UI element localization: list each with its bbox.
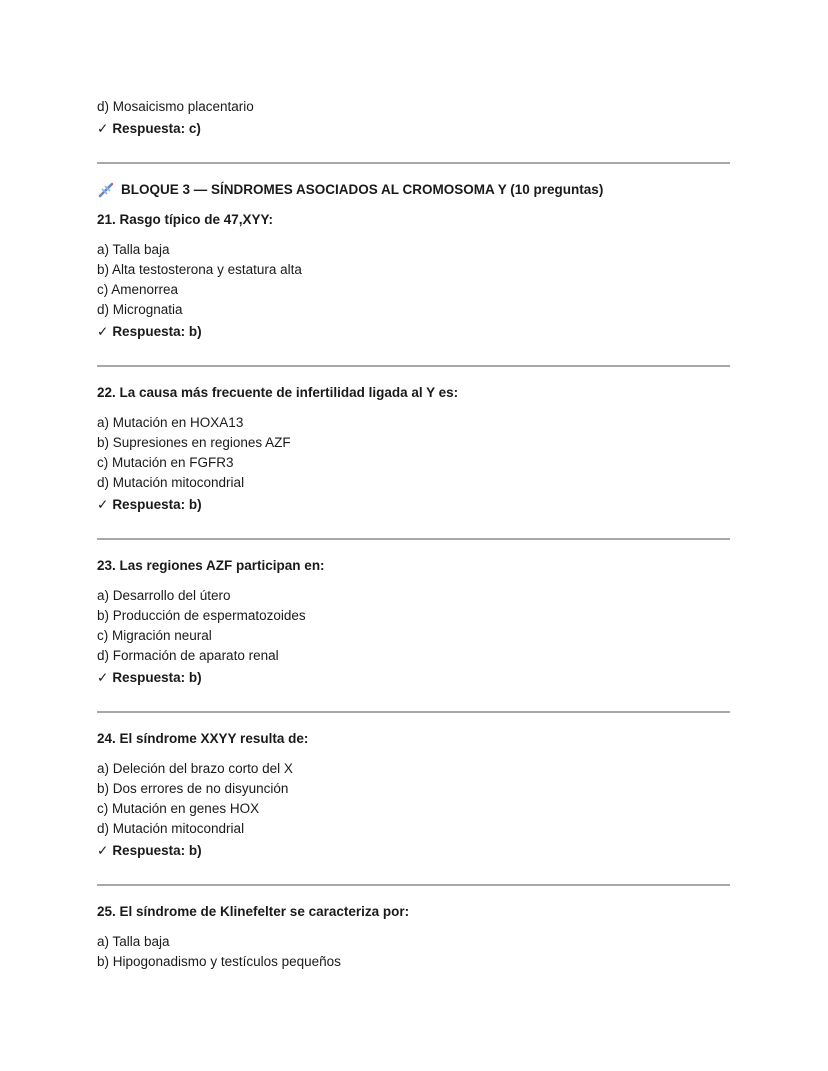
option-item: d) Micrognatia xyxy=(97,302,183,317)
answer-line xyxy=(97,495,730,515)
option-item: d) Mutación mitocondrial xyxy=(97,821,245,836)
bloque-heading xyxy=(97,180,730,200)
question-block xyxy=(97,729,730,861)
answer-text: Respuesta: b) xyxy=(112,324,202,339)
check-icon: ✓ xyxy=(97,324,109,339)
bloque-title: BLOQUE 3 — SÍNDROMES ASOCIADOS AL CROMOSOMA Y (10 preguntas) xyxy=(121,182,604,197)
divider xyxy=(97,162,730,164)
question-title: 25. El síndrome de Klinefelter se caracteriza por: xyxy=(97,904,410,919)
answer-line xyxy=(97,668,730,688)
question-title: 22. La causa más frecuente de infertilidad ligada al Y es: xyxy=(97,385,459,400)
option-item: a) Talla baja xyxy=(97,934,170,949)
divider xyxy=(97,365,730,367)
option-item: c) Migración neural xyxy=(97,628,212,643)
option-item: d) Formación de aparato renal xyxy=(97,648,279,663)
answer-text: Respuesta: b) xyxy=(112,843,202,858)
option-item: b) Dos errores de no disyunción xyxy=(97,781,289,796)
question-block xyxy=(97,902,730,972)
question-title: 21. Rasgo típico de 47,XYY: xyxy=(97,212,274,227)
answer-text: Respuesta: c) xyxy=(112,121,201,136)
check-icon: ✓ xyxy=(97,843,109,858)
question-block xyxy=(97,383,730,515)
answer-text: Respuesta: b) xyxy=(112,670,202,685)
question-block xyxy=(97,556,730,688)
question-title: 24. El síndrome XXYY resulta de: xyxy=(97,731,309,746)
option-item: a) Talla baja xyxy=(97,242,170,257)
option-item: b) Alta testosterona y estatura alta xyxy=(97,262,302,277)
option-item: d) Mosaicismo placentario xyxy=(97,99,254,114)
answer-line xyxy=(97,322,730,342)
document-page xyxy=(97,97,730,972)
check-icon: ✓ xyxy=(97,497,109,512)
option-item: a) Desarrollo del útero xyxy=(97,588,231,603)
answer-line xyxy=(97,119,730,139)
answer-text: Respuesta: b) xyxy=(112,497,202,512)
question-title: 23. Las regiones AZF participan en: xyxy=(97,558,325,573)
divider xyxy=(97,884,730,886)
check-icon: ✓ xyxy=(97,670,109,685)
divider xyxy=(97,711,730,713)
option-item: a) Deleción del brazo corto del X xyxy=(97,761,293,776)
divider xyxy=(97,538,730,540)
option-item: a) Mutación en HOXA13 xyxy=(97,415,244,430)
question-block xyxy=(97,210,730,342)
option-item: c) Mutación en FGFR3 xyxy=(97,455,234,470)
option-item: c) Amenorrea xyxy=(97,282,179,297)
top-block xyxy=(97,97,730,139)
answer-line xyxy=(97,841,730,861)
option-item: b) Producción de espermatozoides xyxy=(97,608,306,623)
option-item: c) Mutación en genes HOX xyxy=(97,801,260,816)
option-item: b) Supresiones en regiones AZF xyxy=(97,435,291,450)
check-icon: ✓ xyxy=(97,121,109,136)
option-item: d) Mutación mitocondrial xyxy=(97,475,245,490)
dna-icon xyxy=(97,181,115,199)
option-item: b) Hipogonadismo y testículos pequeños xyxy=(97,954,341,969)
